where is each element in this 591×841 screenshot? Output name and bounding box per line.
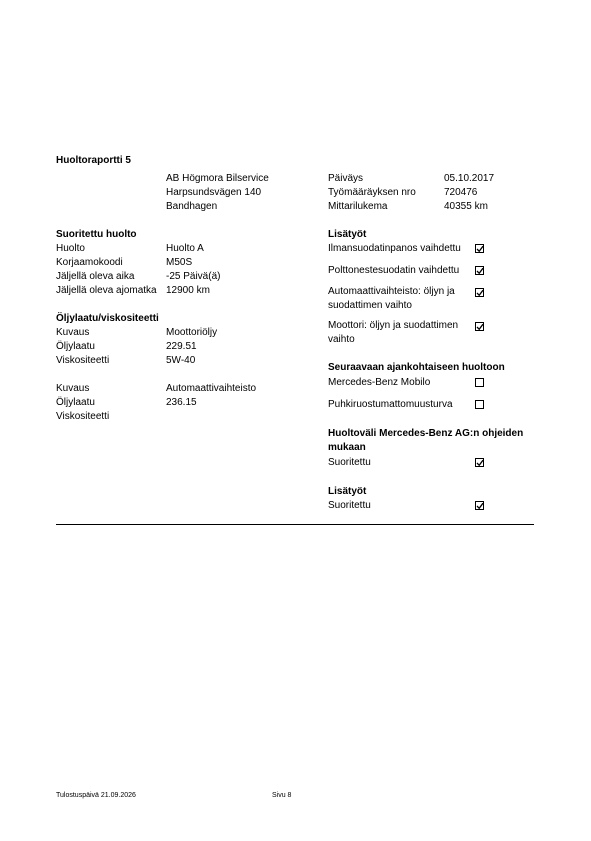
- oil1-description-label: Kuvaus: [56, 327, 90, 338]
- transmission-oil-label: Automaattivaihteisto: öljyn ja suodattimen vaihto: [328, 286, 455, 311]
- extra-done-checkbox[interactable]: [475, 501, 484, 510]
- performed-service-heading: Suoritettu huolto: [56, 229, 137, 240]
- order-number-value: 720476: [444, 187, 478, 198]
- workshop-code-label: Korjaamokoodi: [56, 257, 123, 268]
- rust-warranty-label: Puhkiruostumattomuusturva: [328, 399, 453, 410]
- remaining-distance-label: Jäljellä oleva ajomatka: [56, 285, 157, 296]
- interval-heading-line2: mukaan: [328, 442, 366, 453]
- oil1-quality-value: 229.51: [166, 341, 197, 352]
- oil2-description-value: Automaattivaihteisto: [166, 383, 257, 394]
- mobilo-checkbox[interactable]: [475, 378, 484, 387]
- fuel-filter-checkbox[interactable]: [475, 266, 484, 275]
- interval-heading-line1: Huoltoväli Mercedes-Benz AG:n ohjeiden: [328, 428, 524, 439]
- oil1-viscosity-value: 5W-40: [166, 355, 196, 366]
- extra-done-label: Suoritettu: [328, 500, 371, 511]
- next-service-heading: Seuraavaan ajankohtaiseen huoltoon: [328, 362, 505, 373]
- checkmark-icon: [476, 245, 484, 253]
- engine-oil-checkbox[interactable]: [475, 322, 484, 331]
- air-filter-label: Ilmansuodatinpanos vaihdettu: [328, 243, 461, 254]
- section-divider: [56, 524, 534, 525]
- workshop-name: AB Högmora Bilservice: [166, 173, 269, 184]
- oil1-viscosity-label: Viskositeetti: [56, 355, 110, 366]
- oil2-description-label: Kuvaus: [56, 383, 90, 394]
- air-filter-checkbox[interactable]: [475, 244, 484, 253]
- remaining-time-value: -25 Päivä(ä): [166, 271, 221, 282]
- report-title: Huoltoraportti 5: [56, 155, 131, 166]
- fuel-filter-label: Polttonestesuodatin vaihdettu: [328, 265, 460, 276]
- service-value: Huolto A: [166, 243, 204, 254]
- rust-warranty-checkbox[interactable]: [475, 400, 484, 409]
- order-number-label: Työmääräyksen nro: [328, 187, 416, 198]
- workshop-street: Harpsundsvägen 140: [166, 187, 262, 198]
- service-label: Huolto: [56, 243, 85, 254]
- checkmark-icon: [476, 267, 484, 275]
- oil1-description-value: Moottoriöljy: [166, 327, 218, 338]
- date-label: Päiväys: [328, 173, 364, 184]
- interval-done-label: Suoritettu: [328, 457, 371, 468]
- additional-work-heading: Lisätyöt: [328, 229, 367, 240]
- mobilo-label: Mercedes-Benz Mobilo: [328, 377, 431, 388]
- oil2-quality-label: Öljylaatu: [56, 397, 95, 408]
- workshop-code-value: M50S: [166, 257, 193, 268]
- workshop-city: Bandhagen: [166, 201, 218, 212]
- odometer-value: 40355 km: [444, 201, 488, 212]
- checkmark-icon: [476, 323, 484, 331]
- transmission-oil-checkbox[interactable]: [475, 288, 484, 297]
- extra-work-heading: Lisätyöt: [328, 486, 367, 497]
- page-number: Sivu 8: [272, 792, 292, 799]
- checkmark-icon: [476, 459, 484, 467]
- checkmark-icon: [476, 502, 484, 510]
- interval-done-checkbox[interactable]: [475, 458, 484, 467]
- remaining-distance-value: 12900 km: [166, 285, 210, 296]
- date-value: 05.10.2017: [444, 173, 495, 184]
- remaining-time-label: Jäljellä oleva aika: [56, 271, 135, 282]
- checkmark-icon: [476, 289, 484, 297]
- oil2-quality-value: 236.15: [166, 397, 197, 408]
- oil2-viscosity-label: Viskositeetti: [56, 411, 110, 422]
- odometer-label: Mittarilukema: [328, 201, 388, 212]
- engine-oil-label: Moottori: öljyn ja suodattimen vaihto: [328, 320, 459, 345]
- print-date: Tulostuspäivä 21.09.2026: [56, 792, 136, 799]
- oil-heading: Öljylaatu/viskositeetti: [56, 313, 159, 324]
- oil1-quality-label: Öljylaatu: [56, 341, 95, 352]
